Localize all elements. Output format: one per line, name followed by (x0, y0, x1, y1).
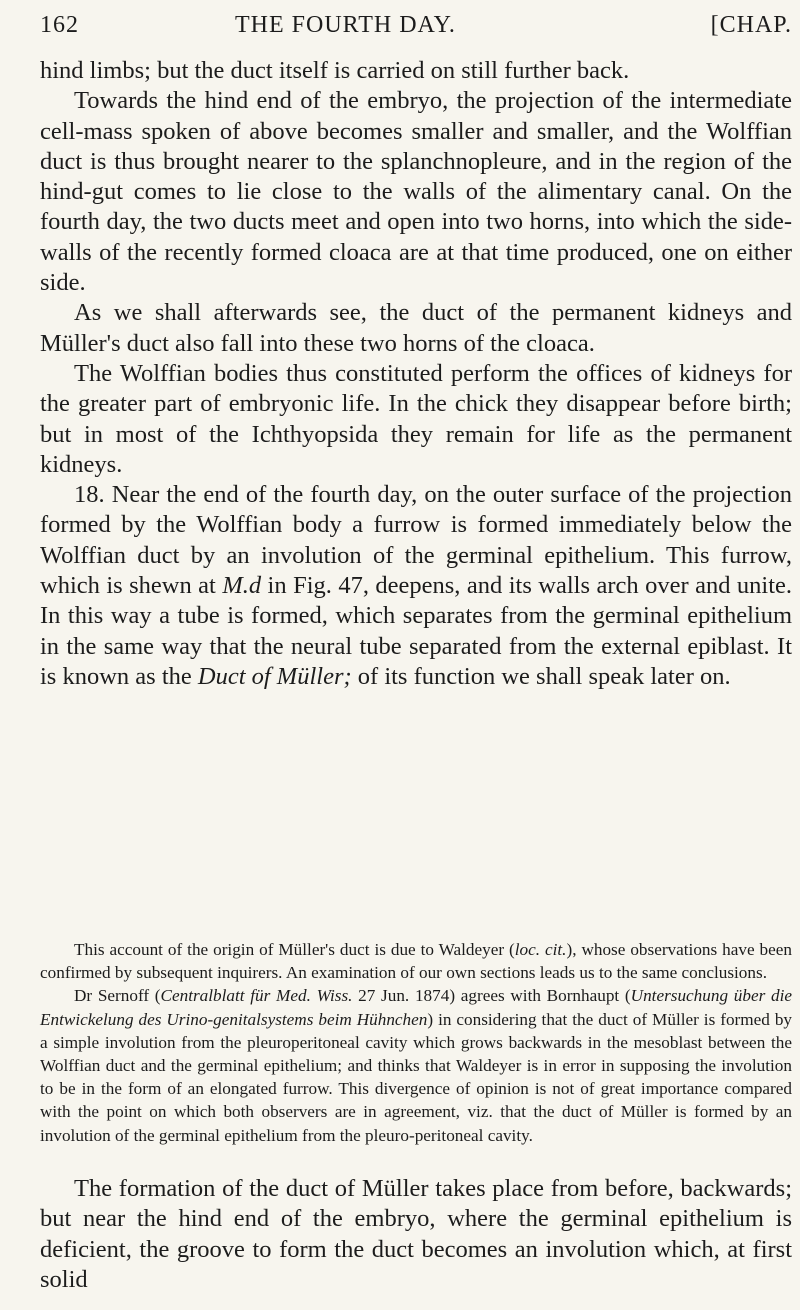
footnote-citation: loc. cit. (514, 940, 567, 959)
footnote-text: ) in considering that the duct of Müller is formed by a simple involution from the pleuroperitoneal cavity which grows backwards in the mesoblast between the Wolffian duct and the germinal epithelium; and thinks that Waldeyer is in error in supposing the involution to be in the form of an elongated furrow. This divergence of opinion is not of great importance compared with the point on which both observers are in agreement, viz. that the duct of Müller is formed by an involution of the germinal epithelium from the pleuro-peritoneal cavity. (40, 1009, 793, 1145)
section18-text-c: of its function we shall speak later on. (351, 662, 731, 690)
paragraph-formation: The formation of the duct of Müller takes place from before, backwards; but near the hind end of the embryo, where the germinal epithelium is deficient, the groove to form the duct becomes an involution which, at first solid (40, 1175, 792, 1293)
footnote-text: ), whose observations have been confirmed by subsequent inquirers. An examination of our own sections leads us to the same conclusions. (40, 940, 792, 983)
main-text-continued (40, 1174, 792, 1295)
paragraph-wolffian-bodies: The Wolffian bodies thus constituted perform the offices of kidneys for the greater part of embryonic life. In the chick they disappear before birth; but in most of the Ichthyopsida they remain for life as the permanent kidneys. (40, 359, 792, 478)
chapter-marker: [CHAP. (710, 12, 792, 38)
footnote-paragraph-1 (40, 938, 792, 984)
footnote (40, 938, 792, 1147)
footnote-work-title: Untersuchung über die Entwickelung des Urino-genitalsystems beim Hühnchen (40, 986, 792, 1029)
footnote-text: This account of the origin of Müller's duct is due to Waldeyer ( (74, 940, 515, 959)
section18-text-b: in Fig. 47, deepens, and its walls arch over and unite. In this way a tube is formed, which separates from the germinal epithelium in the same way that the neural tube separated from the external epiblast. It is known as the (40, 572, 793, 690)
main-text (40, 56, 792, 692)
footnote-text: 27 Jun. 1874) agrees with Bornhaupt ( (352, 986, 631, 1006)
footnote-journal: Centralblatt für Med. Wiss. (160, 986, 353, 1006)
paragraph-hind-end: Towards the hind end of the embryo, the projection of the intermediate cell-mass spoken of above becomes smaller and smaller, and the Wolffian duct is thus brought nearer to the splanchnopleure, and in the region of the hind-gut comes to lie close to the walls of the alimentary canal. On the fourth day, the two ducts meet and open into two horns, into which the side-walls of the recently formed cloaca are at that time produced, one on either side. (40, 87, 792, 297)
paragraph-permanent-kidneys: As we shall afterwards see, the duct of the permanent kidneys and Müller's duct also fall into these two horns of the cloaca. (40, 299, 792, 357)
duct-of-muller-term: Duct of Müller; (197, 662, 352, 690)
page-number: 162 (40, 12, 79, 38)
running-header (40, 12, 792, 46)
footnote-text: Dr Sernoff ( (74, 986, 161, 1006)
paragraph-continuation: hind limbs; but the duct itself is carried on still further back. (40, 57, 630, 84)
figure-reference: M.d (222, 572, 262, 600)
footnote-paragraph-2 (40, 984, 792, 1146)
paragraph-section-18 (40, 480, 792, 692)
section18-text-a: 18. Near the end of the fourth day, on the outer surface of the projection formed by the Wolffian body a furrow is formed immediately below the Wolffian duct by an involution of the germinal epithelium. This furrow, which is shewn at (40, 481, 792, 600)
running-title: THE FOURTH DAY. (235, 12, 456, 38)
